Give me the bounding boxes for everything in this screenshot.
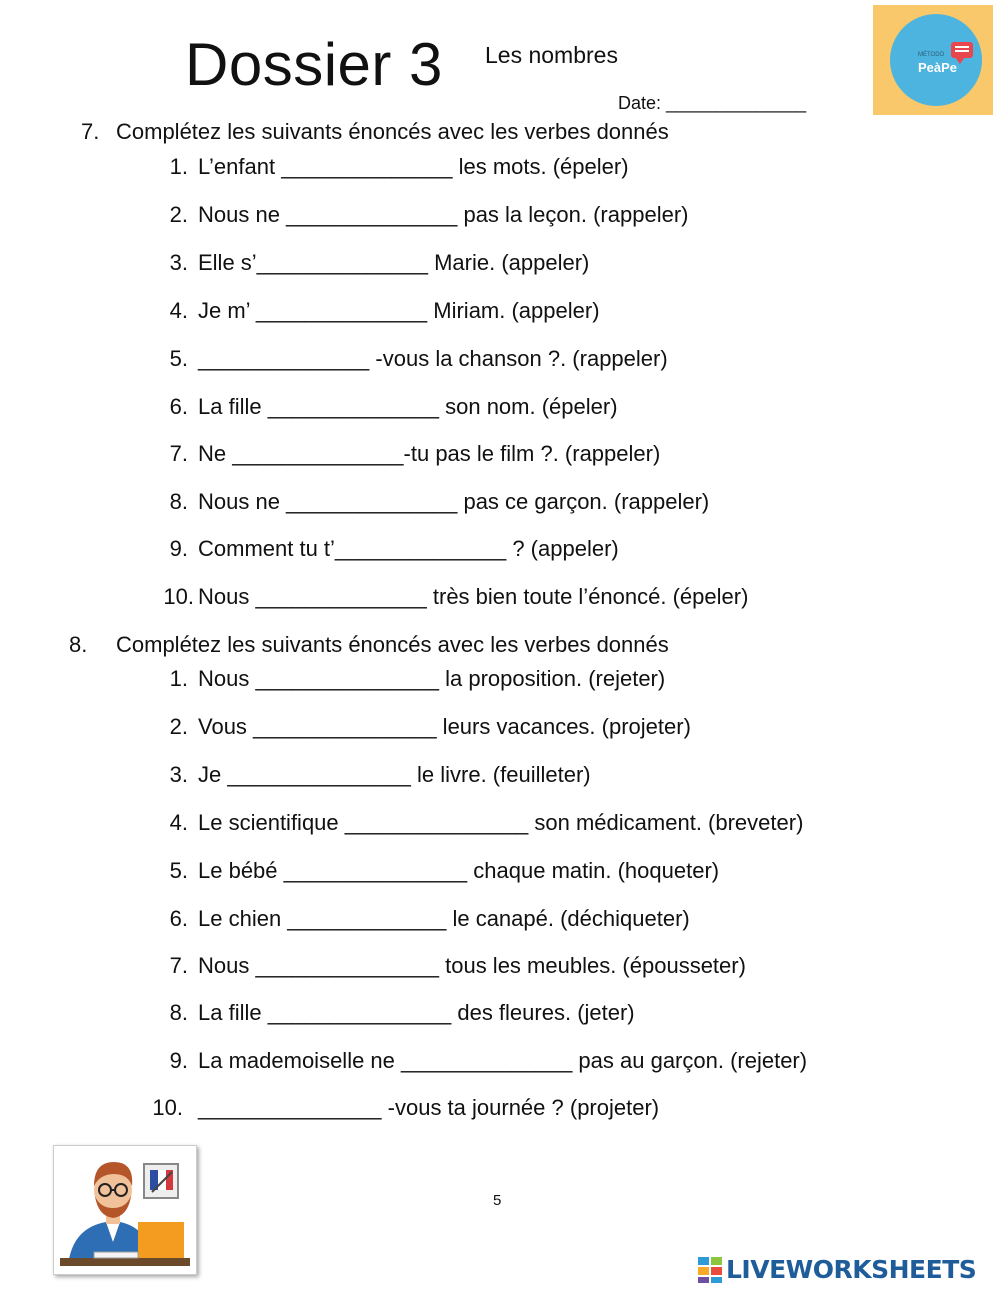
item-number: 6.: [169, 906, 188, 931]
logo-circle: [890, 14, 982, 106]
liveworksheets-text: LIVEWORKSHEETS: [726, 1255, 977, 1284]
exercise-item[interactable]: Le bébé _______________ chaque matin. (hoqueter): [198, 858, 720, 883]
item-number: 5.: [169, 858, 188, 883]
section-instruction: Complétez les suivants énoncés avec les verbes donnés: [116, 119, 669, 144]
exercise-item[interactable]: Le scientifique _______________ son médicament. (breveter): [198, 810, 804, 835]
page-title: Dossier 3: [185, 31, 443, 98]
item-number: 2.: [169, 714, 188, 739]
item-number: 4.: [169, 298, 188, 323]
item-number: 9.: [169, 1048, 188, 1073]
exercise-item[interactable]: Nous ______________ très bien toute l’énoncé. (épeler): [198, 584, 749, 609]
teacher-at-desk-illustration: [53, 1145, 197, 1275]
logo-brand-text: PeàPe: [918, 60, 958, 75]
exercise-item[interactable]: La fille ______________ son nom. (épeler): [198, 394, 618, 419]
item-number: 4.: [169, 810, 188, 835]
item-number: 2.: [169, 202, 188, 227]
exercise-item[interactable]: _______________ -vous ta journée ? (projeter): [198, 1095, 660, 1120]
liveworksheets-logo[interactable]: [698, 1253, 993, 1287]
item-number: 6.: [169, 394, 188, 419]
teacher-icon: [54, 1146, 196, 1274]
item-number: 3.: [169, 250, 188, 275]
section-number: 8.: [69, 632, 88, 657]
item-number: 7.: [169, 953, 188, 978]
exercise-item[interactable]: Je m’ ______________ Miriam. (appeler): [198, 298, 600, 323]
item-number: 1.: [169, 666, 188, 691]
liveworksheets-icon: [698, 1255, 724, 1285]
exercise-item[interactable]: ______________ -vous la chanson ?. (rappeler): [198, 346, 668, 371]
page-number: 5: [493, 1192, 502, 1209]
item-number: 5.: [169, 346, 188, 371]
exercise-item[interactable]: La mademoiselle ne ______________ pas au garçon. (rejeter): [198, 1048, 808, 1073]
item-number: 7.: [169, 441, 188, 466]
section-number: 7.: [81, 119, 100, 144]
item-number: 10.: [152, 1095, 183, 1120]
exercise-item[interactable]: Nous ne ______________ pas la leçon. (rappeler): [198, 202, 689, 227]
exercise-item[interactable]: Le chien _____________ le canapé. (déchiqueter): [198, 906, 690, 931]
section-instruction: Complétez les suivants énoncés avec les verbes donnés: [116, 632, 669, 657]
item-number: 10.: [163, 584, 194, 609]
exercise-item[interactable]: Nous _______________ la proposition. (rejeter): [198, 666, 666, 691]
brand-logo: [873, 5, 993, 115]
exercise-item[interactable]: Nous _______________ tous les meubles. (épousseter): [198, 953, 746, 978]
item-number: 8.: [169, 489, 188, 514]
exercise-item[interactable]: L’enfant ______________ les mots. (épeler): [198, 154, 629, 179]
exercise-item[interactable]: La fille _______________ des fleures. (jeter): [198, 1000, 635, 1025]
exercise-item[interactable]: Je _______________ le livre. (feuilleter): [198, 762, 591, 787]
exercise-item[interactable]: Nous ne ______________ pas ce garçon. (rappeler): [198, 489, 710, 514]
item-number: 3.: [169, 762, 188, 787]
exercise-item[interactable]: Vous _______________ leurs vacances. (projeter): [198, 714, 691, 739]
exercise-item[interactable]: Elle s’______________ Marie. (appeler): [198, 250, 590, 275]
exercise-item[interactable]: Comment tu t’______________ ? (appeler): [198, 536, 619, 561]
page-subtitle: Les nombres: [485, 42, 618, 68]
item-number: 8.: [169, 1000, 188, 1025]
speech-bubble-icon: [951, 42, 973, 58]
date-field: Date: ______________: [618, 93, 807, 113]
item-number: 1.: [169, 154, 188, 179]
exercise-item[interactable]: Ne ______________-tu pas le film ?. (rappeler): [198, 441, 661, 466]
item-number: 9.: [169, 536, 188, 561]
logo-small-text: MÉTODO: [918, 52, 945, 58]
